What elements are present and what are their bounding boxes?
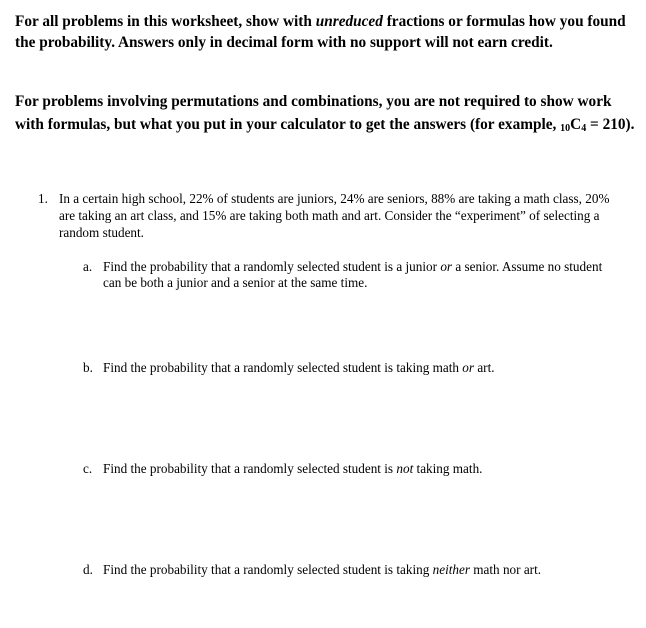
part-b-question (103, 360, 623, 376)
instructions-text-1b: fractions or formulas how you found the probability. Answers only in decimal form with no support will not earn credit. (15, 13, 626, 51)
instructions-text-2b: = 210). (586, 115, 635, 133)
part-d-emphasis: neither (432, 562, 470, 577)
part-d-letter: d. (83, 562, 93, 577)
part-b-text-end: art. (474, 360, 495, 375)
problem-number: 1. (38, 191, 48, 206)
part-d-text-end: math nor art. (469, 562, 542, 577)
part-b-letter: b. (83, 360, 93, 375)
part-c-text-start: Find the probability that a randomly selected student is (103, 461, 397, 476)
part-c-text-end: taking math. (413, 461, 483, 476)
instructions-text-2a: For problems involving permutations and combinations, you are not required to show work with formulas, but what you put in your calculator to get the answers (for example, (15, 93, 612, 133)
problem-statement: In a certain high school, 22% of students are juniors, 24% are seniors, 88% are taking a math class, 20% are taking an art class, and 15% are taking both math and art. Consider the “experiment” of selecting a random student. (59, 191, 610, 240)
part-a-letter: a. (83, 259, 93, 274)
instructions-paragraph-1 (15, 12, 640, 53)
part-c-question (103, 461, 623, 477)
part-a-question (103, 259, 623, 290)
part-c-letter: c. (83, 461, 93, 476)
part-c-emphasis: not (396, 461, 414, 476)
instructions-text-1a: For all problems in this worksheet, show with (15, 13, 316, 30)
instructions-emphasis-unreduced: unreduced (315, 13, 383, 30)
combination-k-subscript: 4 (581, 122, 587, 134)
combination-symbol: C (570, 115, 582, 133)
instructions-paragraph-2 (15, 91, 640, 136)
part-a-text-start: Find the probability that a randomly selected student is a junior (103, 259, 441, 274)
part-a-emphasis: or (440, 259, 453, 274)
part-b-text-start: Find the probability that a randomly selected student is taking math (103, 360, 463, 375)
part-a-text-end: a senior. Assume no student can be both a junior and a senior at the same time. (103, 259, 603, 290)
part-d-text-start: Find the probability that a randomly selected student is taking (103, 562, 433, 577)
part-d-question (103, 562, 623, 578)
combination-n-subscript: 10 (560, 122, 571, 134)
part-b-emphasis: or (462, 360, 475, 375)
